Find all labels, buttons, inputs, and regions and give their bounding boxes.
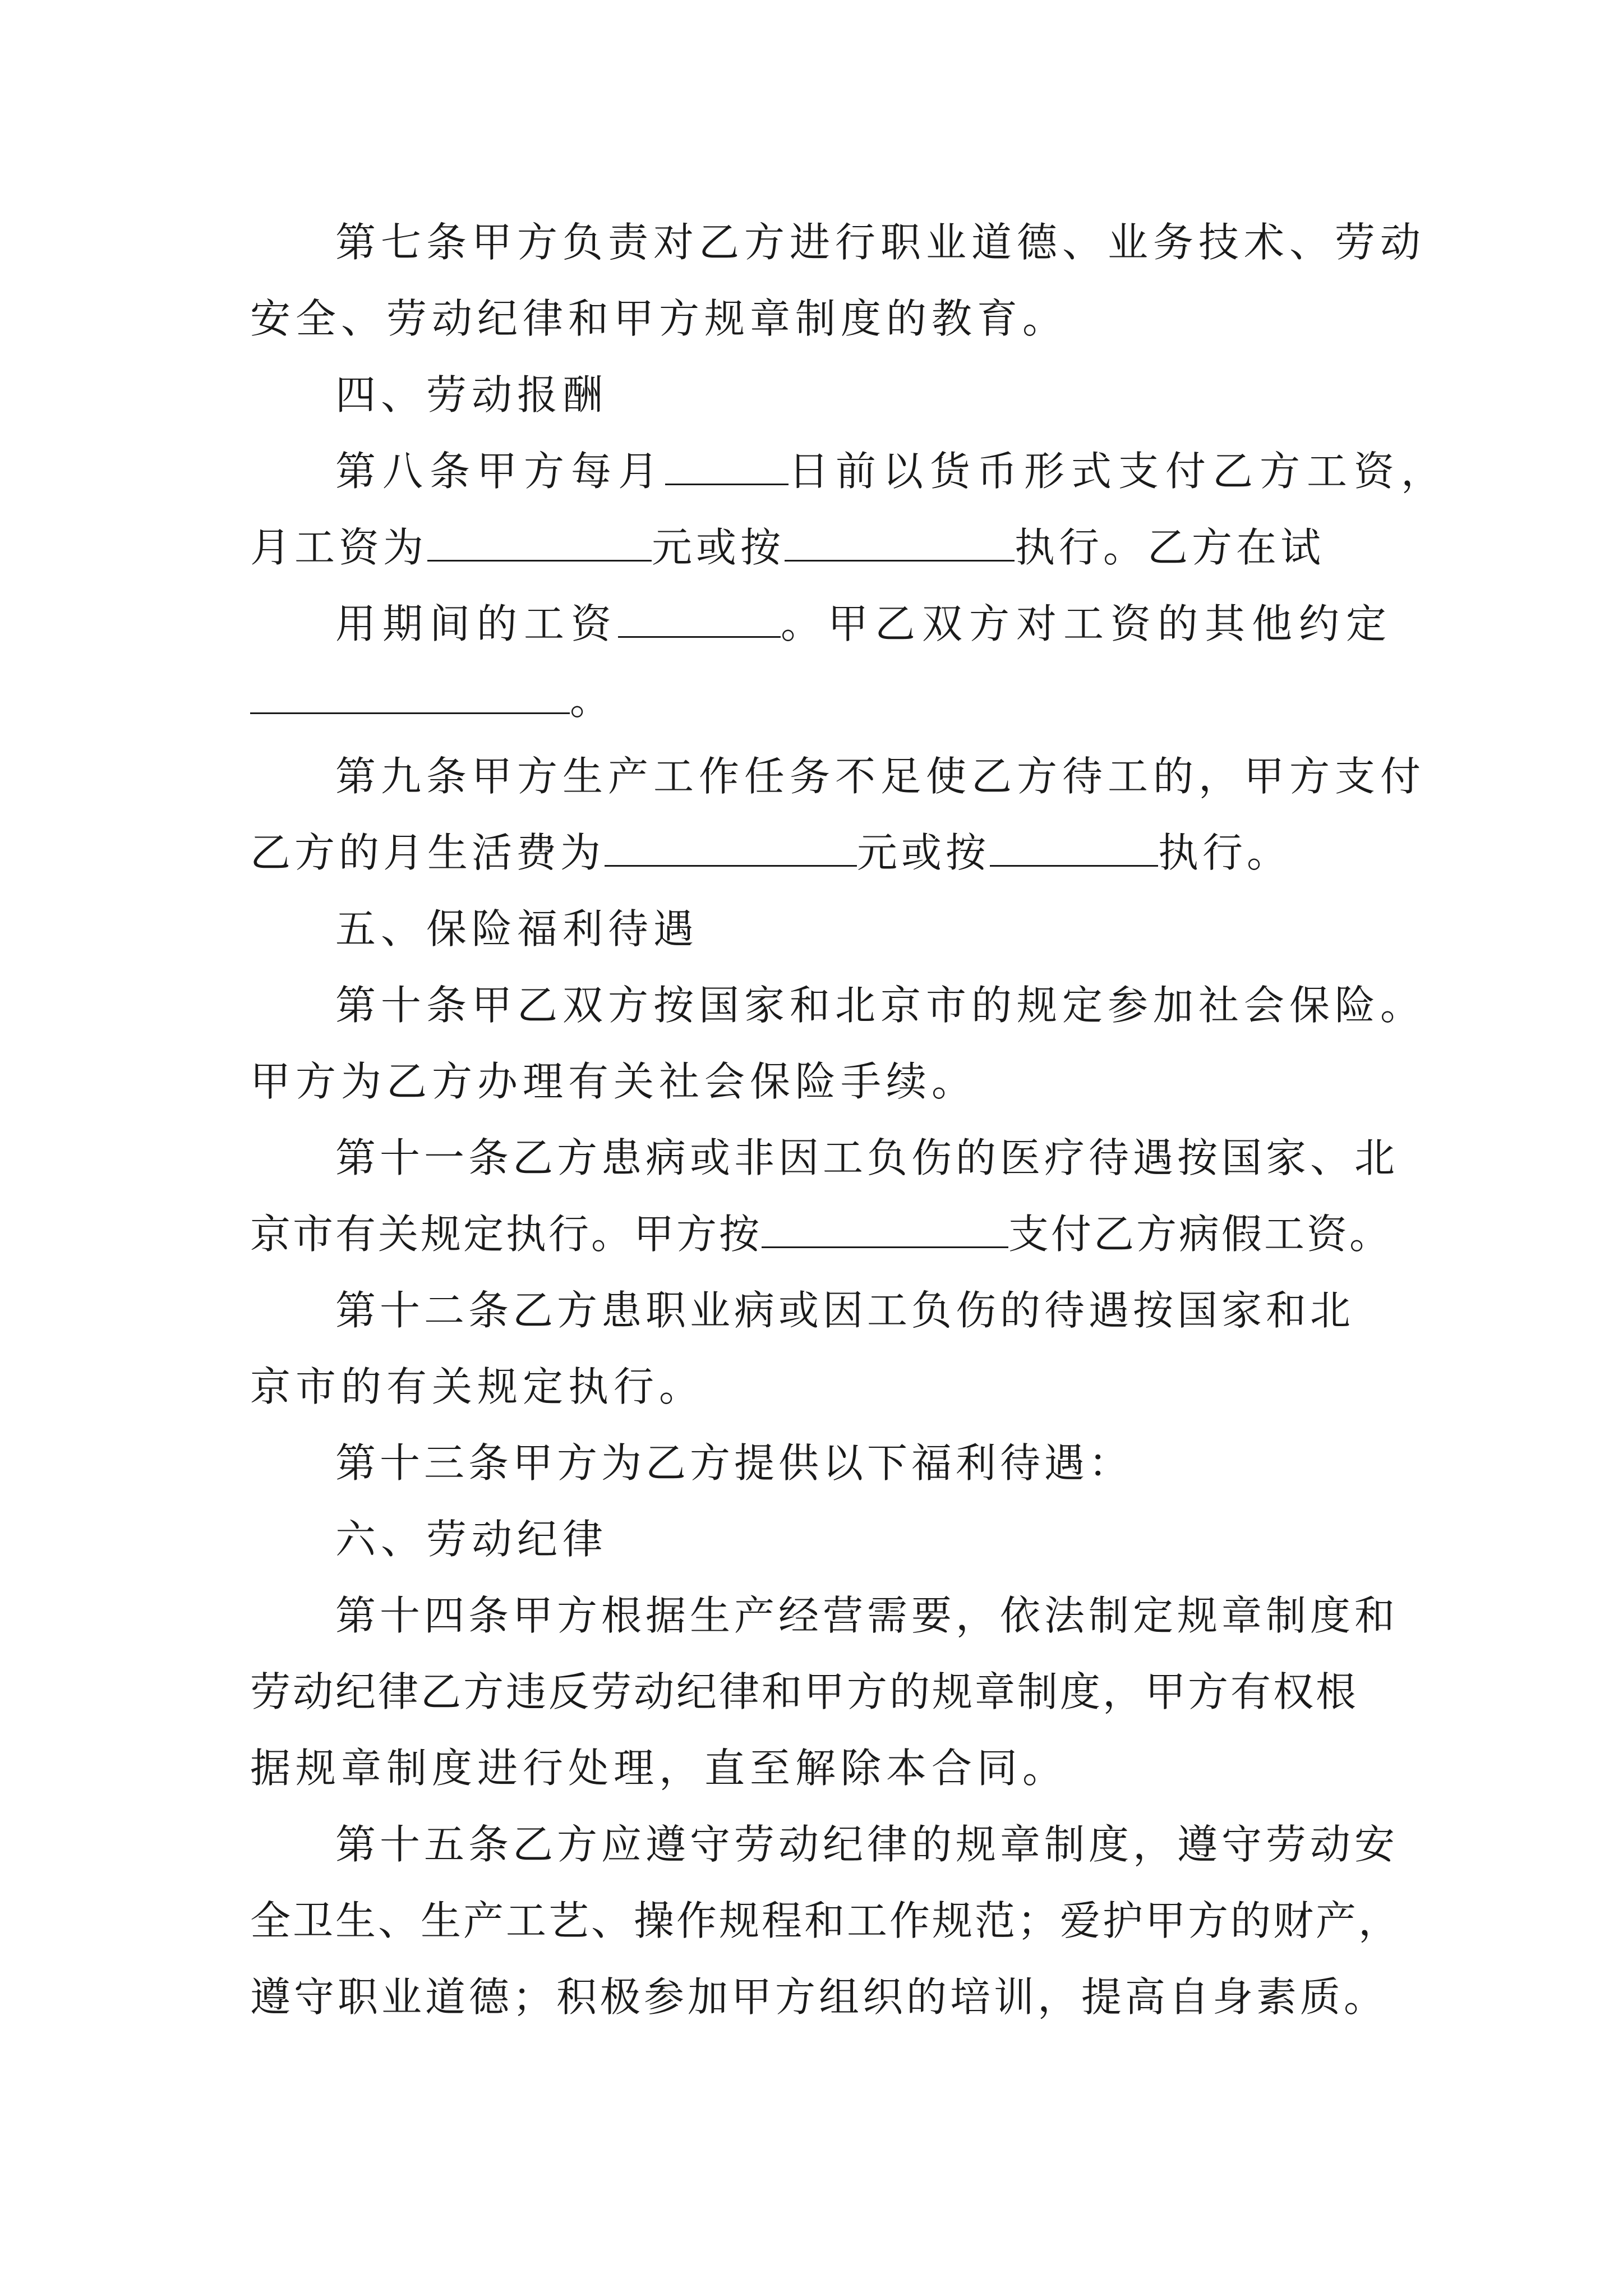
article-8-line-2: [250, 519, 1325, 576]
article-8-line-1: [335, 443, 1448, 499]
article-7-line-1: 第七条甲方负责对乙方进行职业道德、业务技术、劳动: [335, 219, 1426, 266]
article-8-text-2c: 执行。乙方在试: [1015, 524, 1325, 571]
section-6-heading: 六、劳动纪律: [335, 1516, 608, 1563]
article-7-line-2: 安全、劳动纪律和甲方规章制度的教育。: [250, 295, 1068, 342]
living-allowance-blank[interactable]: [605, 830, 857, 867]
article-9-line-1: 第九条甲方生产工作任务不足使乙方待工的，甲方支付: [335, 753, 1426, 800]
article-15-line-2: 全卫生、生产工艺、操作规程和工作规范；爱护甲方的财产，: [250, 1897, 1401, 1944]
article-10-line-2: 甲方为乙方办理有关社会保险手续。: [250, 1058, 978, 1105]
article-8-text-2a: 月工资为: [250, 524, 428, 571]
article-8-line-4: [250, 672, 614, 728]
article-8-text-3b: 。甲乙双方对工资的其他约定: [781, 600, 1394, 647]
article-12-line-1: 第十二条乙方患职业病或因工负伤的待遇按国家和北: [335, 1287, 1355, 1334]
other-wage-agreement-blank[interactable]: [250, 678, 570, 714]
article-12-line-2: 京市的有关规定执行。: [250, 1363, 705, 1410]
article-11-line-1: 第十一条乙方患病或非因工负伤的医疗待遇按国家、北: [335, 1134, 1399, 1181]
article-14-line-1: 第十四条甲方根据生产经营需要，依法制定规章制度和: [335, 1592, 1399, 1639]
article-8-text-4b: 。: [570, 677, 615, 724]
article-8-text-3a: 用期间的工资: [335, 600, 619, 647]
article-11-text-2b: 支付乙方病假工资。: [1008, 1211, 1393, 1258]
article-8-text-1a: 第八条甲方每月: [335, 448, 666, 495]
section-5-heading: 五、保险福利待遇: [335, 905, 699, 953]
article-14-line-2: 劳动纪律乙方违反劳动纪律和甲方的规章制度，甲方有权根: [250, 1668, 1359, 1715]
article-8-text-1b: 日前以货币形式支付乙方工资，: [789, 448, 1449, 495]
section-4-heading: 四、劳动报酬: [335, 371, 608, 418]
article-9-line-2: [250, 825, 1291, 881]
article-9-text-2c: 执行。: [1158, 829, 1292, 876]
payday-blank[interactable]: [665, 449, 789, 485]
probation-wage-blank[interactable]: [618, 601, 781, 638]
article-8-line-3: [335, 596, 1393, 652]
article-11-line-2: [250, 1206, 1392, 1262]
monthly-wage-blank[interactable]: [427, 525, 652, 562]
article-11-text-2a: 京市有关规定执行。甲方按: [250, 1211, 762, 1258]
sick-pay-basis-blank[interactable]: [762, 1212, 1008, 1248]
article-8-text-2b: 元或按: [652, 524, 785, 571]
article-9-text-2a: 乙方的月生活费为: [250, 829, 605, 876]
article-10-line-1: 第十条甲乙双方按国家和北京市的规定参加社会保险。: [335, 982, 1426, 1029]
living-allowance-basis-blank[interactable]: [990, 830, 1158, 867]
article-13-line-1: 第十三条甲方为乙方提供以下福利待遇：: [335, 1439, 1133, 1487]
article-15-line-3: 遵守职业道德；积极参加甲方组织的培训，提高自身素质。: [250, 1973, 1388, 2021]
article-15-line-1: 第十五条乙方应遵守劳动纪律的规章制度，遵守劳动安: [335, 1821, 1399, 1868]
article-14-line-3: 据规章制度进行处理，直至解除本合同。: [250, 1745, 1068, 1792]
wage-basis-blank[interactable]: [785, 525, 1015, 562]
article-9-text-2b: 元或按: [857, 829, 990, 876]
